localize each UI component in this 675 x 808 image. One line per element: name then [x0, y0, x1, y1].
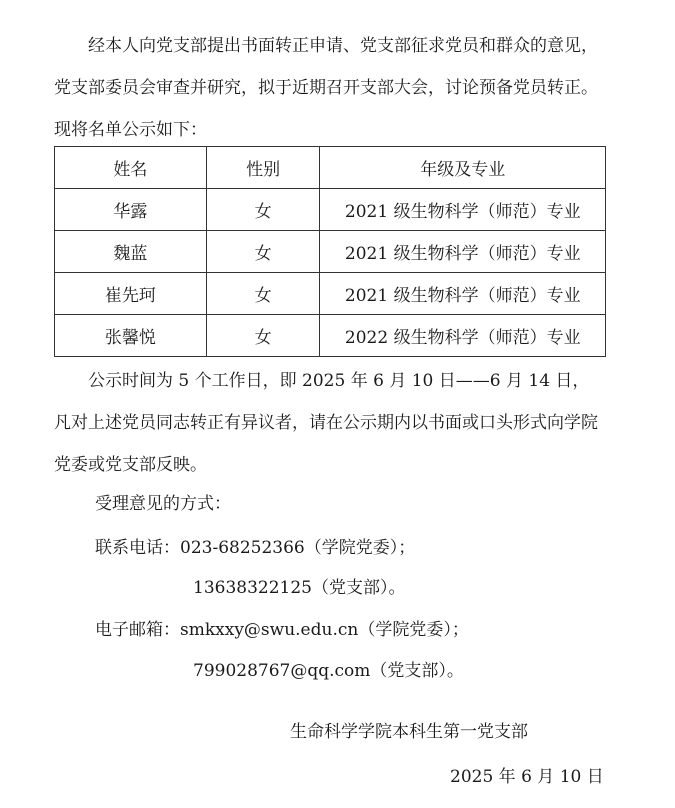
table-row [55, 189, 606, 231]
contact-heading: 受理意见的方式： [95, 494, 231, 514]
cell-name: 崔先珂 [55, 273, 207, 315]
cell-major: 2021 级生物科学（师范）专业 [320, 189, 606, 231]
phone-number-college: 023-68252366（学院党委）； [180, 538, 416, 558]
cell-gender: 女 [206, 273, 320, 315]
cell-name: 张馨悦 [55, 315, 207, 357]
phone-line-1 [95, 533, 415, 563]
header-major: 年级及专业 [320, 147, 606, 189]
notice-paragraph: 公示时间为 5 个工作日，即 2025 年 6 月 10 日——6 月 14 日，凡对上述党员同志转正有异议者，请在公示期内以书面或口头形式向学院党委或党支部反映。 [54, 371, 598, 475]
signature-date: 2025 年 6 月 10 日 [450, 767, 604, 787]
cell-gender: 女 [206, 231, 320, 273]
cell-major: 2022 级生物科学（师范）专业 [320, 315, 606, 357]
cell-major: 2021 级生物科学（师范）专业 [320, 231, 606, 273]
cell-name: 华露 [55, 189, 207, 231]
cell-gender: 女 [206, 315, 320, 357]
table-row [55, 273, 606, 315]
email-college: smkxxy@swu.edu.cn（学院党委）； [180, 620, 469, 640]
table-header-row [55, 147, 606, 189]
cell-major: 2021 级生物科学（师范）专业 [320, 273, 606, 315]
email-line-1 [95, 615, 469, 645]
table-row [55, 231, 606, 273]
phone-label: 联系电话： [95, 538, 180, 558]
intro-paragraph: 经本人向党支部提出书面转正申请、党支部征求党员和群众的意见，党支部委员会审查并研究，拟于近期召开支部大会，讨论预备党员转正。现将名单公示如下： [54, 36, 598, 140]
email-label: 电子邮箱： [95, 620, 180, 640]
header-name: 姓名 [55, 147, 207, 189]
signature-org: 生命科学学院本科生第一党支部 [290, 722, 528, 742]
email-branch: 799028767@qq.com（党支部）。 [193, 661, 464, 681]
table-row [55, 315, 606, 357]
cell-name: 魏蓝 [55, 231, 207, 273]
candidate-table [54, 146, 606, 357]
phone-number-branch: 13638322125（党支部）。 [193, 578, 406, 598]
header-gender: 性别 [206, 147, 320, 189]
cell-gender: 女 [206, 189, 320, 231]
